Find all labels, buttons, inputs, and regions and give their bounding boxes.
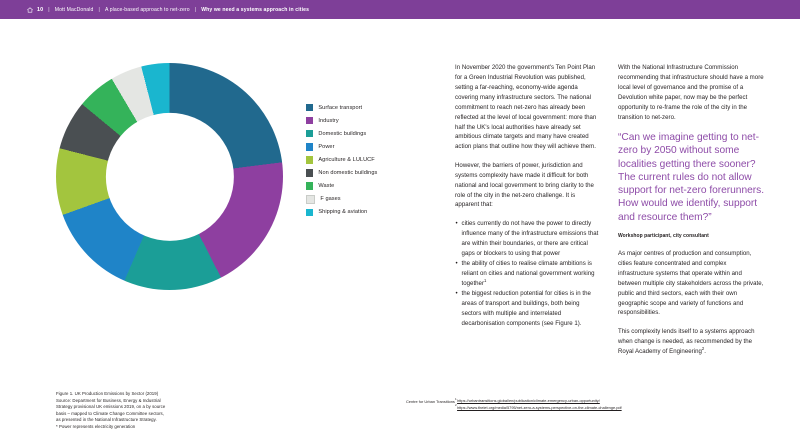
legend-item[interactable]	[306, 206, 426, 219]
legend-swatch	[306, 117, 313, 124]
legend-item[interactable]	[306, 101, 426, 114]
legend-item[interactable]	[306, 127, 426, 140]
legend-swatch	[306, 209, 313, 216]
legend-item[interactable]	[306, 193, 426, 206]
legend-swatch	[306, 195, 315, 204]
legend-label: Agriculture & LULUCF	[318, 156, 375, 163]
legend-swatch	[306, 182, 313, 189]
page-number: 10	[37, 6, 44, 13]
chart-legend	[306, 101, 426, 219]
paragraph-infrastructure-commission: With the National Infrastructure Commission recommending that infrastructure should have a more local level of governance and the promise of a Devolution white paper, now may be the perfect opportunity to re-frame the role of the city in the transition to net-zero.	[618, 64, 764, 121]
legend-item[interactable]	[306, 114, 426, 127]
footnote-list	[455, 398, 775, 411]
bullet-item	[455, 219, 601, 259]
legend-swatch	[306, 169, 313, 176]
legend-label: Shipping & aviation	[318, 209, 368, 216]
text-column-2	[618, 63, 764, 365]
footnote-link[interactable]: https://urbantransitions.global/en/publication/climate-emergency-urban-opportunity/	[457, 398, 600, 403]
bullet-item	[455, 259, 601, 289]
figure-caption-line: basis – mapped to Climate Change Committee sectors,	[56, 410, 165, 416]
footnote-row	[455, 405, 775, 412]
breadcrumb-separator-2: |	[98, 6, 100, 13]
figure-caption-line: Strategy provisional UK emissions 2019, on a by source	[56, 404, 166, 410]
paragraph-barriers: However, the barriers of power, jurisdiction and systems complexity have made it difficult for both national and local government to bring clarity to the role of the city in the net-zero challenge. It is apparent that:	[455, 161, 594, 209]
legend-item[interactable]	[306, 140, 426, 153]
footnote-number: 1	[455, 396, 457, 401]
paragraph-complexity-text: This complexity lends itself to a systems approach when change is needed, as recommended by the Royal Academy of Engineering	[618, 327, 755, 355]
footnote-number: 2	[455, 403, 457, 408]
text-column-1	[455, 63, 601, 330]
breadcrumb-item-section[interactable]: Why we need a systems approach in cities	[201, 6, 310, 13]
legend-item[interactable]	[306, 166, 426, 179]
quote-attribution: Workshop participant, city consultant	[618, 233, 709, 240]
legend-swatch	[306, 156, 313, 163]
page-header-bar	[0, 0, 800, 19]
paragraph-complexity-end: .	[704, 347, 706, 355]
legend-label: Domestic buildings	[318, 130, 367, 137]
paragraph-ten-point-plan: In November 2020 the government's Ten Point Plan for a Green Industrial Revolution was published, setting a far-reaching, economy-wide agenda covering many infrastructure sectors. The national commitment to reach net-zero has already been reflected at the level of local government: more than half the UK's local authorities have already set ambitious climate targets and many have created action plans that outline how they will achieve them.	[455, 64, 597, 151]
legend-label: Power	[318, 143, 335, 150]
figure-1	[28, 61, 428, 429]
figure-caption-line: Source: Department for Business, Energy & Industrial	[56, 397, 161, 403]
legend-label: Waste	[318, 183, 335, 190]
breadcrumb-item-document[interactable]: A place-based approach to net-zero	[104, 6, 190, 13]
legend-item[interactable]	[306, 153, 426, 166]
breadcrumb-item-company[interactable]: Mott MacDonald	[54, 6, 94, 13]
bullet-text: the biggest reduction potential for cities is in the areas of transport and buildings, both being sectors with multiple and interrelated decarbonisation components (see Figure 1).	[461, 290, 591, 328]
legend-swatch	[306, 130, 313, 137]
footnotes	[406, 396, 775, 411]
footnotes-label: Centre for Urban Transitions	[406, 398, 455, 404]
legend-item[interactable]	[306, 180, 426, 193]
paragraph-complexity	[618, 327, 764, 357]
pull-quote: “Can we imagine getting to net-zero by 2050 without some localities getting there sooner? The current rules do not allow support for net-zero forerunners. How would we identify, support and resource them?”	[618, 132, 764, 223]
bullet-item	[455, 289, 601, 329]
donut-hole	[105, 112, 233, 240]
figure-caption-line: as presented in the National Infrastructure Strategy.	[56, 417, 157, 423]
bullet-text: the ability of cities to realise climate ambitions is reliant on cities and national government working together	[461, 260, 595, 287]
legend-swatch	[306, 143, 313, 150]
paragraph-cities-systems: As major centres of production and consumption, cities feature concentrated and complex infrastructure systems that operate within and between multiple city stakeholders across the private, public and third sectors, each with their own geographic scope and variety of functions and responsibilities.	[618, 249, 764, 317]
breadcrumb-separator-3: |	[194, 6, 197, 13]
figure-caption-line: * Power represents electricity generation	[56, 423, 136, 429]
bullet-list-findings	[455, 219, 601, 329]
breadcrumb-separator-1: |	[48, 6, 50, 13]
footnote-link[interactable]: https://www.theiet.org/media/5795/net-zero-a-systems-perspective-on-the-climate-challenge.pdf	[457, 404, 622, 410]
legend-label: Non domestic buildings	[318, 170, 378, 177]
footnote-marker-1[interactable]: 1	[484, 277, 487, 283]
legend-label: Surface transport	[318, 104, 363, 111]
legend-swatch	[306, 104, 313, 111]
breadcrumb	[27, 7, 309, 13]
chart-area	[28, 61, 428, 291]
home-icon[interactable]	[27, 7, 33, 13]
figure-caption	[56, 391, 241, 431]
donut-chart	[56, 63, 283, 290]
footnote-marker-2[interactable]: 2	[701, 345, 705, 351]
page-content	[0, 19, 800, 442]
figure-caption-line: Figure 1. UK Production Emissions by Sector (2019)	[56, 391, 159, 396]
bullet-text: cities currently do not have the power to directly influence many of the infrastructure emissions that are within their boundaries, or there are critical gaps or blockers to using that power	[461, 219, 599, 257]
legend-label: F gases	[320, 196, 341, 203]
legend-label: Industry	[318, 117, 339, 124]
